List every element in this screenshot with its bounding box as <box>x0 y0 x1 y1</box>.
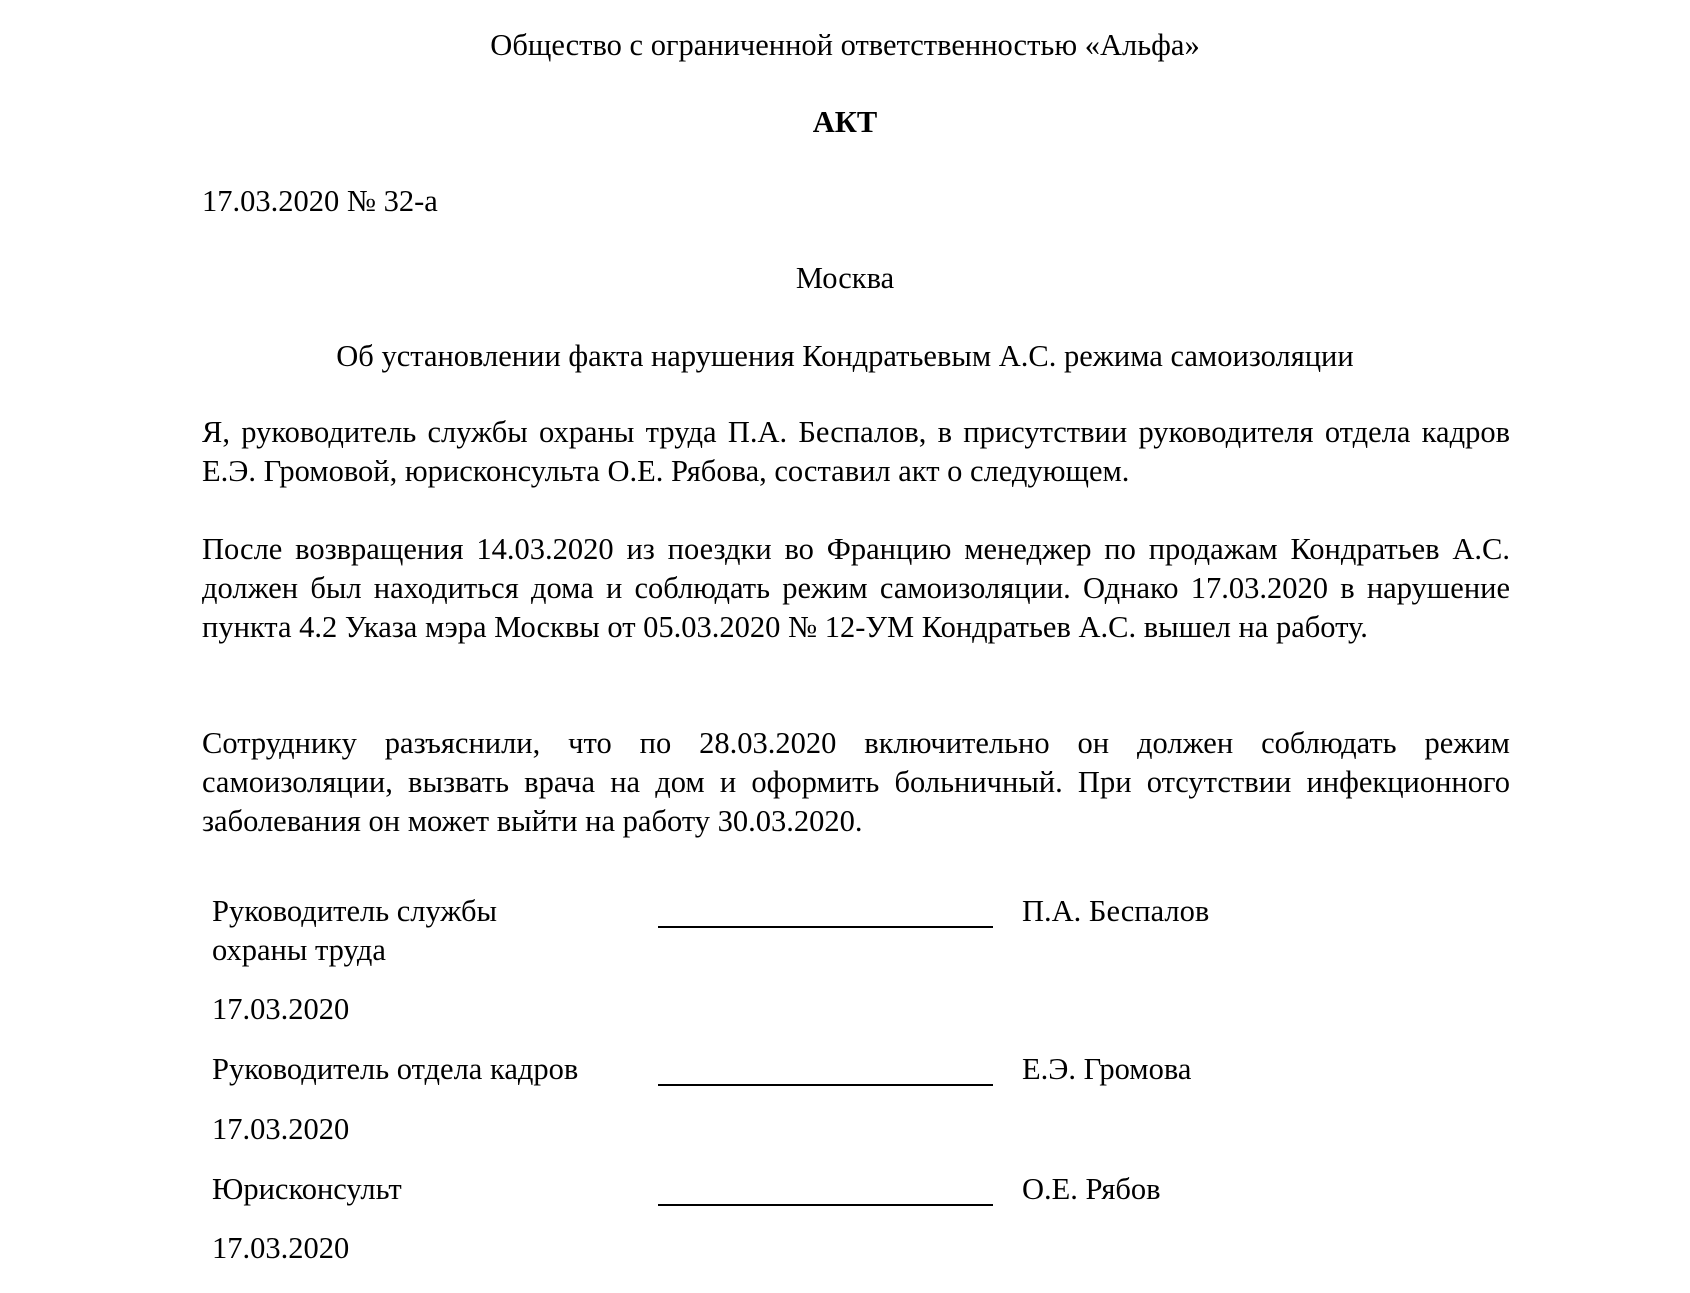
signatory-name: П.А. Беспалов <box>1022 894 1210 928</box>
signature-date: 17.03.2020 <box>212 1231 350 1265</box>
signature-role-line1: Руководитель службы <box>212 894 498 928</box>
document-date-number: 17.03.2020 № 32-а <box>202 184 438 218</box>
document-title: АКТ <box>812 105 878 139</box>
signature-role <box>212 892 632 970</box>
signature-blank-line <box>658 926 993 928</box>
document-subject: Об установлении факта нарушения Кондратьевым А.С. режима самоизоляции <box>336 339 1354 373</box>
signature-role-line2: охраны труда <box>212 933 386 967</box>
signature-date: 17.03.2020 <box>212 992 350 1026</box>
paragraph-intro: Я, руководитель службы охраны труда П.А. Беспалов, в присутствии руководителя отдела кадров Е.Э. Громовой, юрисконсульта О.Е. Рябова, составил акт о следующем. <box>202 415 1510 488</box>
document-city: Москва <box>795 261 895 295</box>
paragraph-violation: После возвращения 14.03.2020 из поездки во Францию менеджер по продажам Кондратьев А.С. должен был находиться дома и соблюдать режим самоизоляции. Однако 17.03.2020 в нарушение пункта 4.2 Указа мэра Москвы от 05.03.2020 № 12-УМ Кондратьев А.С. вышел на работу. <box>202 532 1510 644</box>
signatory-name: О.Е. Рябов <box>1022 1172 1161 1206</box>
signature-date: 17.03.2020 <box>212 1112 350 1146</box>
signature-blank-line <box>658 1204 993 1206</box>
signature-role: Юрисконсульт <box>212 1172 402 1206</box>
organization-name: Общество с ограниченной ответственностью «Альфа» <box>490 28 1200 62</box>
signature-role: Руководитель отдела кадров <box>212 1052 579 1086</box>
paragraph-explanation: Сотруднику разъяснили, что по 28.03.2020 включительно он должен соблюдать режим самоизоляции, вызвать врача на дом и оформить больничный. При отсутствии инфекционного заболевания он может выйти на работу 30.03.2020. <box>202 726 1510 838</box>
signatory-name: Е.Э. Громова <box>1022 1052 1192 1086</box>
signature-blank-line <box>658 1084 993 1086</box>
